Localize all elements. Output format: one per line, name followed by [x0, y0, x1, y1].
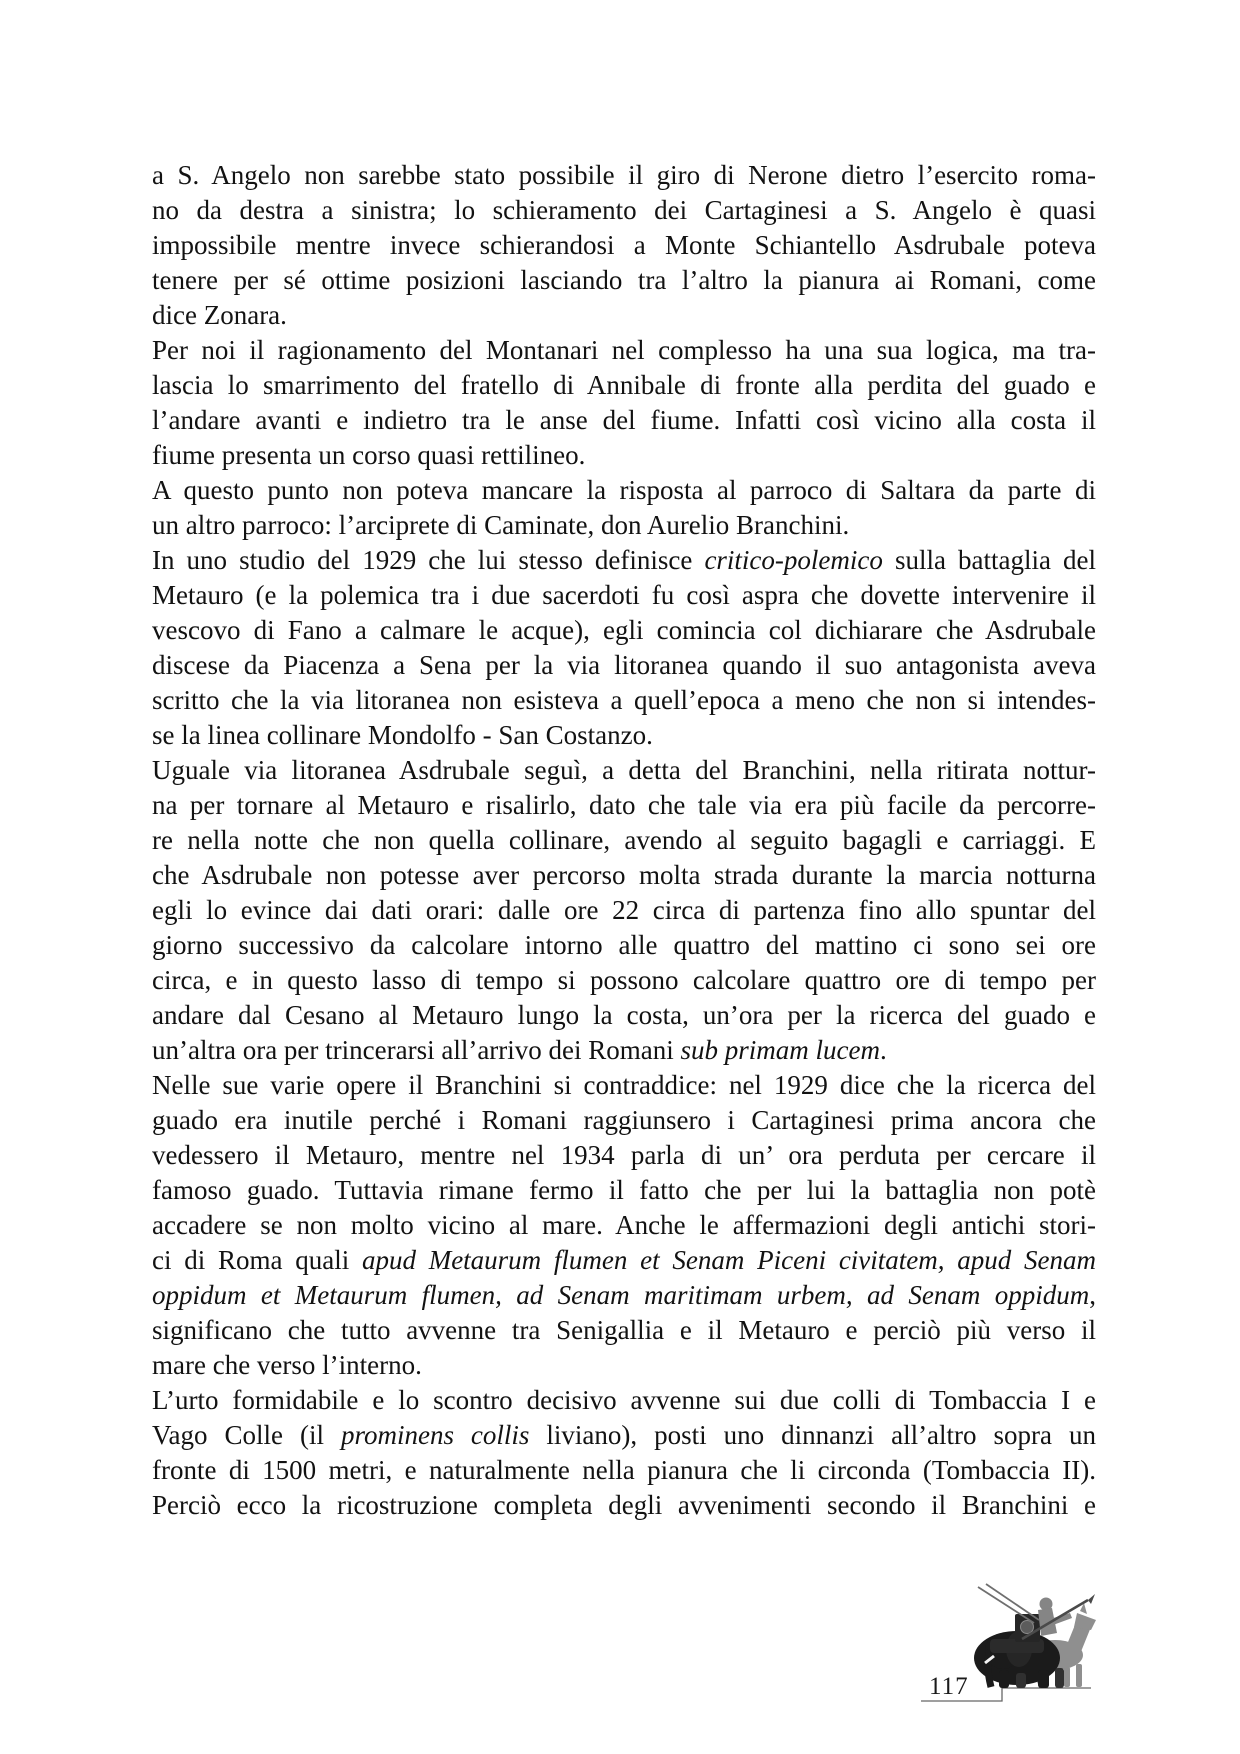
text-run: che Asdrubale non potesse aver percorso molta strada durante la marcia notturna — [152, 860, 1096, 890]
text-line — [152, 368, 1096, 403]
text-run: no da destra a sinistra; lo schieramento dei Cartaginesi a S. Angelo è quasi — [152, 195, 1096, 225]
text-run: famoso guado. Tuttavia rimane fermo il fatto che per lui la battaglia non potè — [152, 1175, 1096, 1205]
text-line — [152, 1243, 1096, 1278]
text-line — [152, 508, 1096, 543]
text-run: Nelle sue varie opere il Branchini si contraddice: nel 1929 dice che la ricerca del — [152, 1070, 1096, 1100]
text-run: guado era inutile perché i Romani raggiunsero i Cartaginesi prima ancora che — [152, 1105, 1096, 1135]
text-run: A questo punto non poteva mancare la risposta al parroco di Saltara da parte di — [152, 475, 1096, 505]
text-line — [152, 1068, 1096, 1103]
text-run: tenere per sé ottime posizioni lasciando tra l’altro la pianura ai Romani, come — [152, 265, 1096, 295]
text-line — [152, 1278, 1096, 1313]
text-run: liviano), posti uno dinnanzi all’altro sopra un — [529, 1420, 1096, 1450]
text-run: un altro parroco: l’arciprete di Caminate, don Aurelio Branchini. — [152, 510, 850, 540]
text-line — [152, 613, 1096, 648]
text-line — [152, 403, 1096, 438]
text-line — [152, 228, 1096, 263]
howdah — [990, 1614, 1044, 1653]
text-run: Per noi il ragionamento del Montanari nel complesso ha una sua logica, ma tra- — [152, 335, 1096, 365]
text-line — [152, 1103, 1096, 1138]
text-run: vescovo di Fano a calmare le acque), egli comincia col dichiarare che Asdrubale — [152, 615, 1096, 645]
text-run: giorno successivo da calcolare intorno alle quattro del mattino ci sono sei ore — [152, 930, 1096, 960]
text-run: Perciò ecco la ricostruzione completa degli avvenimenti secondo il Branchini e — [152, 1490, 1096, 1520]
text-line — [152, 753, 1096, 788]
italic-run: sub primam lucem — [680, 1035, 881, 1065]
text-line — [152, 998, 1096, 1033]
text-run: circa, e in questo lasso di tempo si possono calcolare quattro ore di tempo per — [152, 965, 1096, 995]
page-number: 117 — [929, 1673, 969, 1700]
text-line — [152, 1418, 1096, 1453]
text-run: andare dal Cesano al Metauro lungo la costa, un’ora per la ricerca del guado e — [152, 1000, 1096, 1030]
text-run: vedessero il Metauro, mentre nel 1934 parla di un’ ora perduta per cercare il — [152, 1140, 1096, 1170]
italic-run: prominens collis — [340, 1420, 530, 1450]
text-line — [152, 1138, 1096, 1173]
text-run: mare che verso l’interno. — [152, 1350, 422, 1380]
text-line — [152, 1208, 1096, 1243]
text-line — [152, 928, 1096, 963]
text-run: ci di Roma quali — [152, 1245, 362, 1275]
text-line — [152, 963, 1096, 998]
text-run: impossibile mentre invece schierandosi a Monte Schiantello Asdrubale poteva — [152, 230, 1096, 260]
text-run: scritto che la via litoranea non esisteva a quell’epoca a meno che non si intendes- — [152, 685, 1096, 715]
text-run: L’urto formidabile e lo scontro decisivo avvenne sui due colli di Tombaccia I e — [152, 1385, 1096, 1415]
page-text-block — [152, 158, 1096, 1523]
text-run: significano che tutto avvenne tra Senigallia e il Metauro e perciò più verso il — [152, 1315, 1096, 1345]
text-run: lascia lo smarrimento del fratello di Annibale di fronte alla perdita del guado e — [152, 370, 1096, 400]
text-line — [152, 578, 1096, 613]
text-line — [152, 1383, 1096, 1418]
italic-run: apud Metaurum flumen et Senam Piceni civitatem, apud Senam — [361, 1245, 1096, 1275]
text-run: discese da Piacenza a Sena per la via litoranea quando il suo antagonista aveva — [152, 650, 1096, 680]
text-line — [152, 648, 1096, 683]
text-line — [152, 438, 1096, 473]
text-line — [152, 718, 1096, 753]
text-run: na per tornare al Metauro e risalirlo, dato che tale via era più facile da percorre- — [152, 790, 1096, 820]
text-run: l’andare avanti e indietro tra le anse del fiume. Infatti così vicino alla costa il — [152, 405, 1096, 435]
text-run: Vago Colle (il — [152, 1420, 341, 1450]
text-line — [152, 543, 1096, 578]
text-run: . — [880, 1035, 887, 1065]
text-run: egli lo evince dai dati orari: dalle ore 22 circa di partenza fino allo spuntar del — [152, 895, 1096, 925]
text-line — [152, 893, 1096, 928]
text-line — [152, 158, 1096, 193]
text-line — [152, 473, 1096, 508]
text-line — [152, 1313, 1096, 1348]
text-run: accadere se non molto vicino al mare. Anche le affermazioni degli antichi stori- — [152, 1210, 1096, 1240]
text-line — [152, 858, 1096, 893]
text-run: sulla battaglia del — [882, 545, 1096, 575]
text-run: dice Zonara. — [152, 300, 287, 330]
text-line — [152, 193, 1096, 228]
text-line — [152, 1348, 1096, 1383]
text-run: Uguale via litoranea Asdrubale seguì, a detta del Branchini, nella ritirata nottur- — [152, 755, 1096, 785]
text-line — [152, 788, 1096, 823]
rider-figure — [1038, 1598, 1072, 1637]
text-run: fiume presenta un corso quasi rettilineo. — [152, 440, 586, 470]
text-line — [152, 263, 1096, 298]
text-line — [152, 1453, 1096, 1488]
text-run: Metauro (e la polemica tra i due sacerdoti fu così aspra che dovette intervenire il — [152, 580, 1096, 610]
italic-run: critico-polemico — [704, 545, 883, 575]
text-line — [152, 298, 1096, 333]
text-line — [152, 333, 1096, 368]
text-run: fronte di 1500 metri, e naturalmente nella pianura che li circonda (Tombaccia II). — [152, 1455, 1096, 1485]
italic-run: oppidum et Metaurum flumen, ad Senam maritimam urbem, ad Senam oppidum — [152, 1280, 1090, 1310]
text-line — [152, 683, 1096, 718]
text-run: In uno studio del 1929 che lui stesso definisce — [152, 545, 705, 575]
text-run: re nella notte che non quella collinare, avendo al seguito bagagli e carriaggi. E — [152, 825, 1096, 855]
text-run: a S. Angelo non sarebbe stato possibile il giro di Nerone dietro l’esercito roma- — [152, 160, 1096, 190]
text-run: se la linea collinare Mondolfo - San Costanzo. — [152, 720, 653, 750]
text-line — [152, 1173, 1096, 1208]
text-run: un’altra ora per trincerarsi all’arrivo dei Romani — [152, 1035, 681, 1065]
text-run: , — [1089, 1280, 1096, 1310]
text-line — [152, 823, 1096, 858]
text-line — [152, 1488, 1096, 1523]
text-line — [152, 1033, 1096, 1068]
